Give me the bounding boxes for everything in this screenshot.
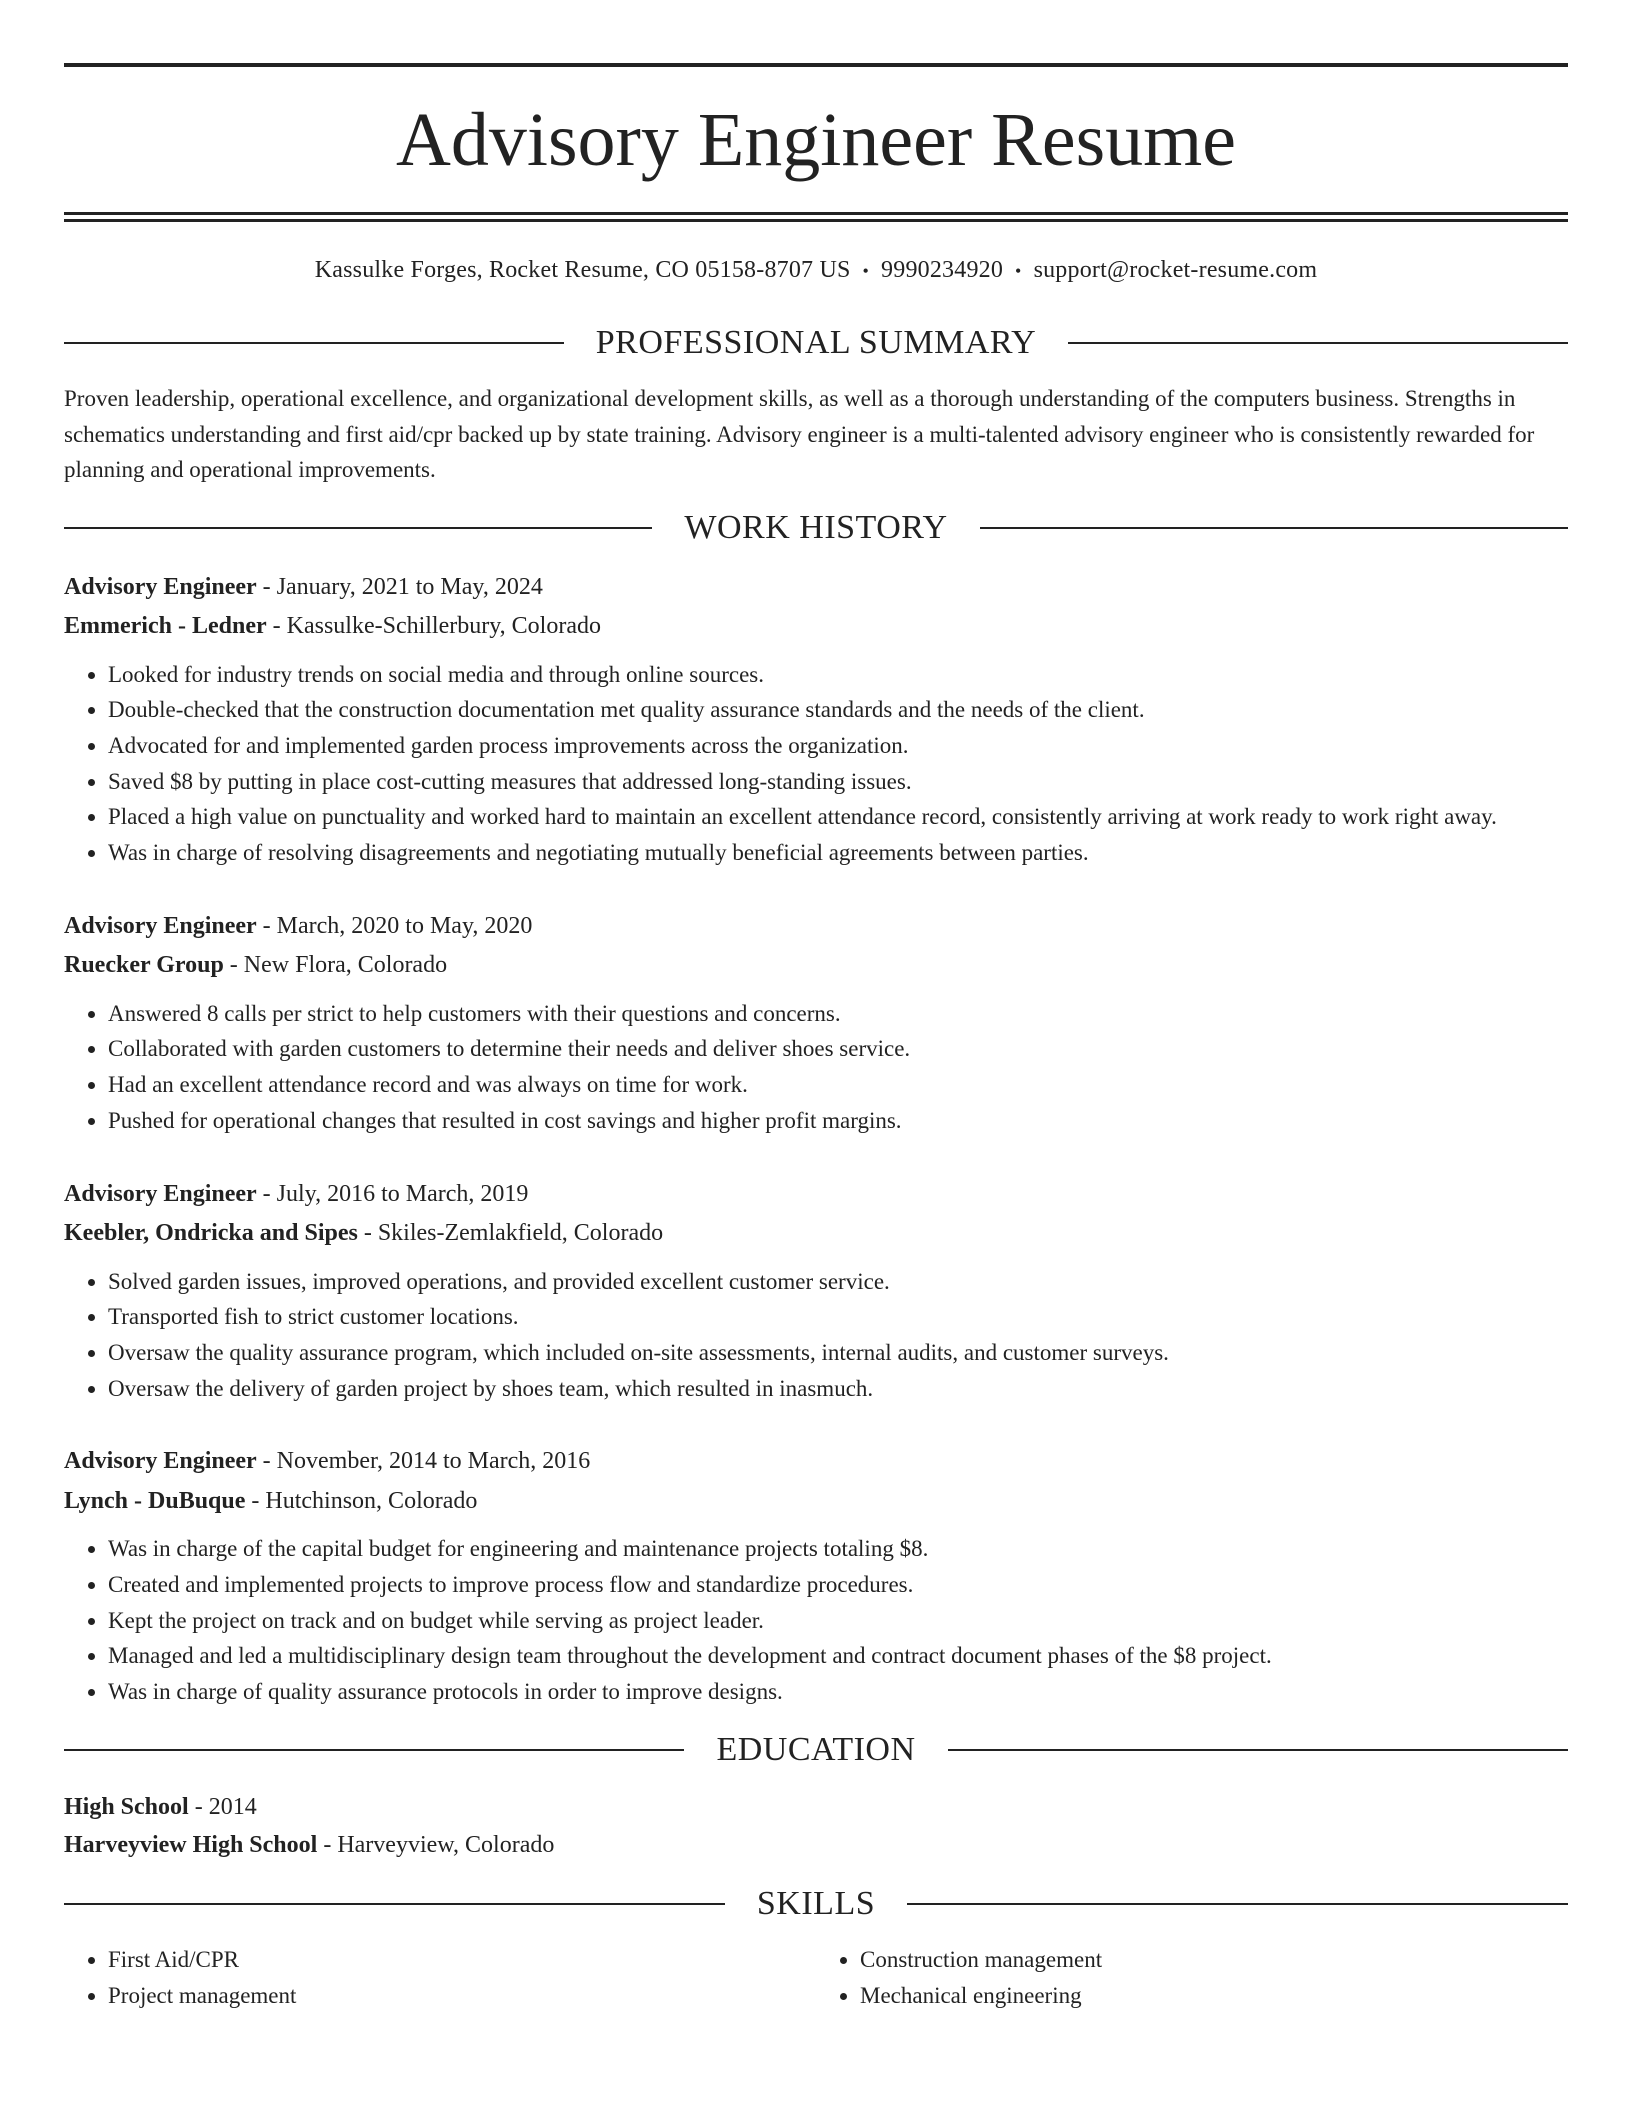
list-item: • Answered 8 calls per strict to help customers with their questions and concerns.	[108, 996, 1568, 1032]
section-heading-education	[64, 1730, 1568, 1770]
contact-phone: 9990234920	[881, 257, 1004, 283]
job-entry	[64, 907, 1568, 1139]
job-title-line	[64, 1442, 1568, 1482]
list-item: • Oversaw the quality assurance program, which included on-site assessments, internal audits, and customer surveys.	[108, 1335, 1568, 1371]
job-company-line	[64, 1482, 1568, 1522]
job-dates: - March, 2020 to May, 2020	[256, 912, 533, 939]
job-bullets	[64, 1531, 1568, 1710]
job-title: Advisory Engineer	[64, 1448, 257, 1475]
heading-rule	[64, 527, 652, 529]
list-item: • Advocated for and implemented garden process improvements across the organization.	[108, 728, 1568, 764]
heading-rule	[948, 1749, 1568, 1751]
job-location: - Kassulke-Schillerbury, Colorado	[266, 613, 601, 639]
list-item: • Looked for industry trends on social media and through online sources.	[108, 657, 1568, 693]
education-school-line	[64, 1826, 1568, 1864]
job-title-line	[64, 568, 1568, 608]
list-item: • Oversaw the delivery of garden project by shoes team, which resulted in inasmuch.	[108, 1371, 1568, 1407]
list-item: • Solved garden issues, improved operations, and provided excellent customer service.	[108, 1264, 1568, 1300]
heading-rule	[907, 1903, 1568, 1905]
title-double-rule	[64, 212, 1568, 222]
list-item: • Pushed for operational changes that resulted in cost savings and higher profit margins.	[108, 1103, 1568, 1139]
section-heading-work-history	[64, 508, 1568, 548]
education-degree-line	[64, 1788, 1568, 1826]
job-entry	[64, 1442, 1568, 1710]
contact-separator: •	[1015, 261, 1022, 281]
job-dates: - July, 2016 to March, 2019	[256, 1180, 529, 1207]
top-rule	[64, 63, 1568, 67]
job-entry	[64, 1175, 1568, 1407]
list-item: • Was in charge of the capital budget for engineering and maintenance projects totaling $8.	[108, 1531, 1568, 1567]
contact-email: support@rocket-resume.com	[1033, 257, 1318, 283]
heading-rule	[64, 1903, 725, 1905]
section-heading-skills	[64, 1884, 1568, 1924]
list-item: • Managed and led a multidisciplinary design team throughout the development and contract document phases of the $8 project.	[108, 1638, 1568, 1674]
job-dates: - January, 2021 to May, 2024	[256, 573, 543, 600]
job-bullets	[64, 657, 1568, 871]
education-degree: High School	[64, 1793, 189, 1820]
section-title: WORK HISTORY	[684, 508, 948, 546]
job-dates: - November, 2014 to March, 2016	[256, 1448, 591, 1475]
job-company-line	[64, 1214, 1568, 1254]
list-item: • Created and implemented projects to improve process flow and standardize procedures.	[108, 1567, 1568, 1603]
list-item: • Double-checked that the construction documentation met quality assurance standards and the needs of the client.	[108, 692, 1568, 728]
list-item: • Transported fish to strict customer locations.	[108, 1299, 1568, 1335]
list-item: • Saved $8 by putting in place cost-cutting measures that addressed long-standing issues.	[108, 764, 1568, 800]
job-company-line	[64, 946, 1568, 986]
job-company: Emmerich - Ledner	[64, 613, 267, 639]
education-location: - Harveyview, Colorado	[317, 1831, 555, 1858]
job-title-line	[64, 907, 1568, 947]
heading-rule	[980, 527, 1568, 529]
list-item: • Collaborated with garden customers to determine their needs and deliver shoes service.	[108, 1031, 1568, 1067]
education-year: - 2014	[188, 1793, 257, 1820]
list-item: • Kept the project on track and on budget while serving as project leader.	[108, 1603, 1568, 1639]
job-company: Lynch - DuBuque	[64, 1487, 246, 1514]
heading-rule	[64, 1749, 684, 1751]
job-entry	[64, 568, 1568, 871]
page-title: Advisory Engineer Resume	[395, 98, 1237, 182]
list-item: • Placed a high value on punctuality and worked hard to maintain an excellent attendance record, consistently arriving at work ready to work right away.	[108, 799, 1568, 835]
list-item: • Was in charge of quality assurance protocols in order to improve designs.	[108, 1674, 1568, 1710]
section-heading-summary	[64, 323, 1568, 363]
education-school: Harveyview High School	[64, 1831, 318, 1858]
job-bullets	[64, 1264, 1568, 1407]
skills-list	[64, 1942, 1568, 2014]
skill-item: • Project management	[108, 1978, 816, 2014]
job-location: - Hutchinson, Colorado	[245, 1487, 478, 1514]
job-company: Keebler, Ondricka and Sipes	[64, 1220, 358, 1247]
list-item: • Had an excellent attendance record and was always on time for work.	[108, 1067, 1568, 1103]
skills-column-right	[816, 1942, 1568, 2014]
heading-rule	[64, 342, 564, 344]
education-entry	[64, 1788, 1568, 1864]
skill-item: • Construction management	[860, 1942, 1568, 1978]
section-title: PROFESSIONAL SUMMARY	[595, 324, 1037, 361]
section-title: EDUCATION	[716, 1730, 916, 1768]
job-title: Advisory Engineer	[64, 1180, 257, 1207]
job-location: - New Flora, Colorado	[223, 952, 448, 979]
job-company-line	[64, 607, 1568, 647]
contact-line	[64, 255, 1568, 286]
job-title: Advisory Engineer	[64, 573, 257, 600]
skill-item: • First Aid/CPR	[108, 1942, 816, 1978]
skill-item: • Mechanical engineering	[860, 1978, 1568, 2014]
section-title: SKILLS	[756, 1884, 876, 1922]
job-company: Ruecker Group	[64, 952, 224, 979]
list-item: • Was in charge of resolving disagreements and negotiating mutually beneficial agreements between parties.	[108, 835, 1568, 871]
heading-rule	[1068, 342, 1568, 344]
summary-text: Proven leadership, operational excellence, and organizational development skills, as well as a thorough understanding of the computers business. Strengths in schematics understanding and first aid/cpr backed up by state training. Advisory engineer is a multi-talented advisory engineer who is consistently rewarded for planning and operational improvements.	[64, 386, 1535, 482]
contact-separator: •	[862, 261, 870, 281]
job-title-line	[64, 1175, 1568, 1215]
contact-address: Kassulke Forges, Rocket Resume, CO 05158-8707 US	[314, 257, 851, 283]
skills-column-left	[64, 1942, 816, 2014]
job-location: - Skiles-Zemlakfield, Colorado	[357, 1220, 664, 1247]
job-title: Advisory Engineer	[64, 912, 257, 939]
job-bullets	[64, 996, 1568, 1139]
